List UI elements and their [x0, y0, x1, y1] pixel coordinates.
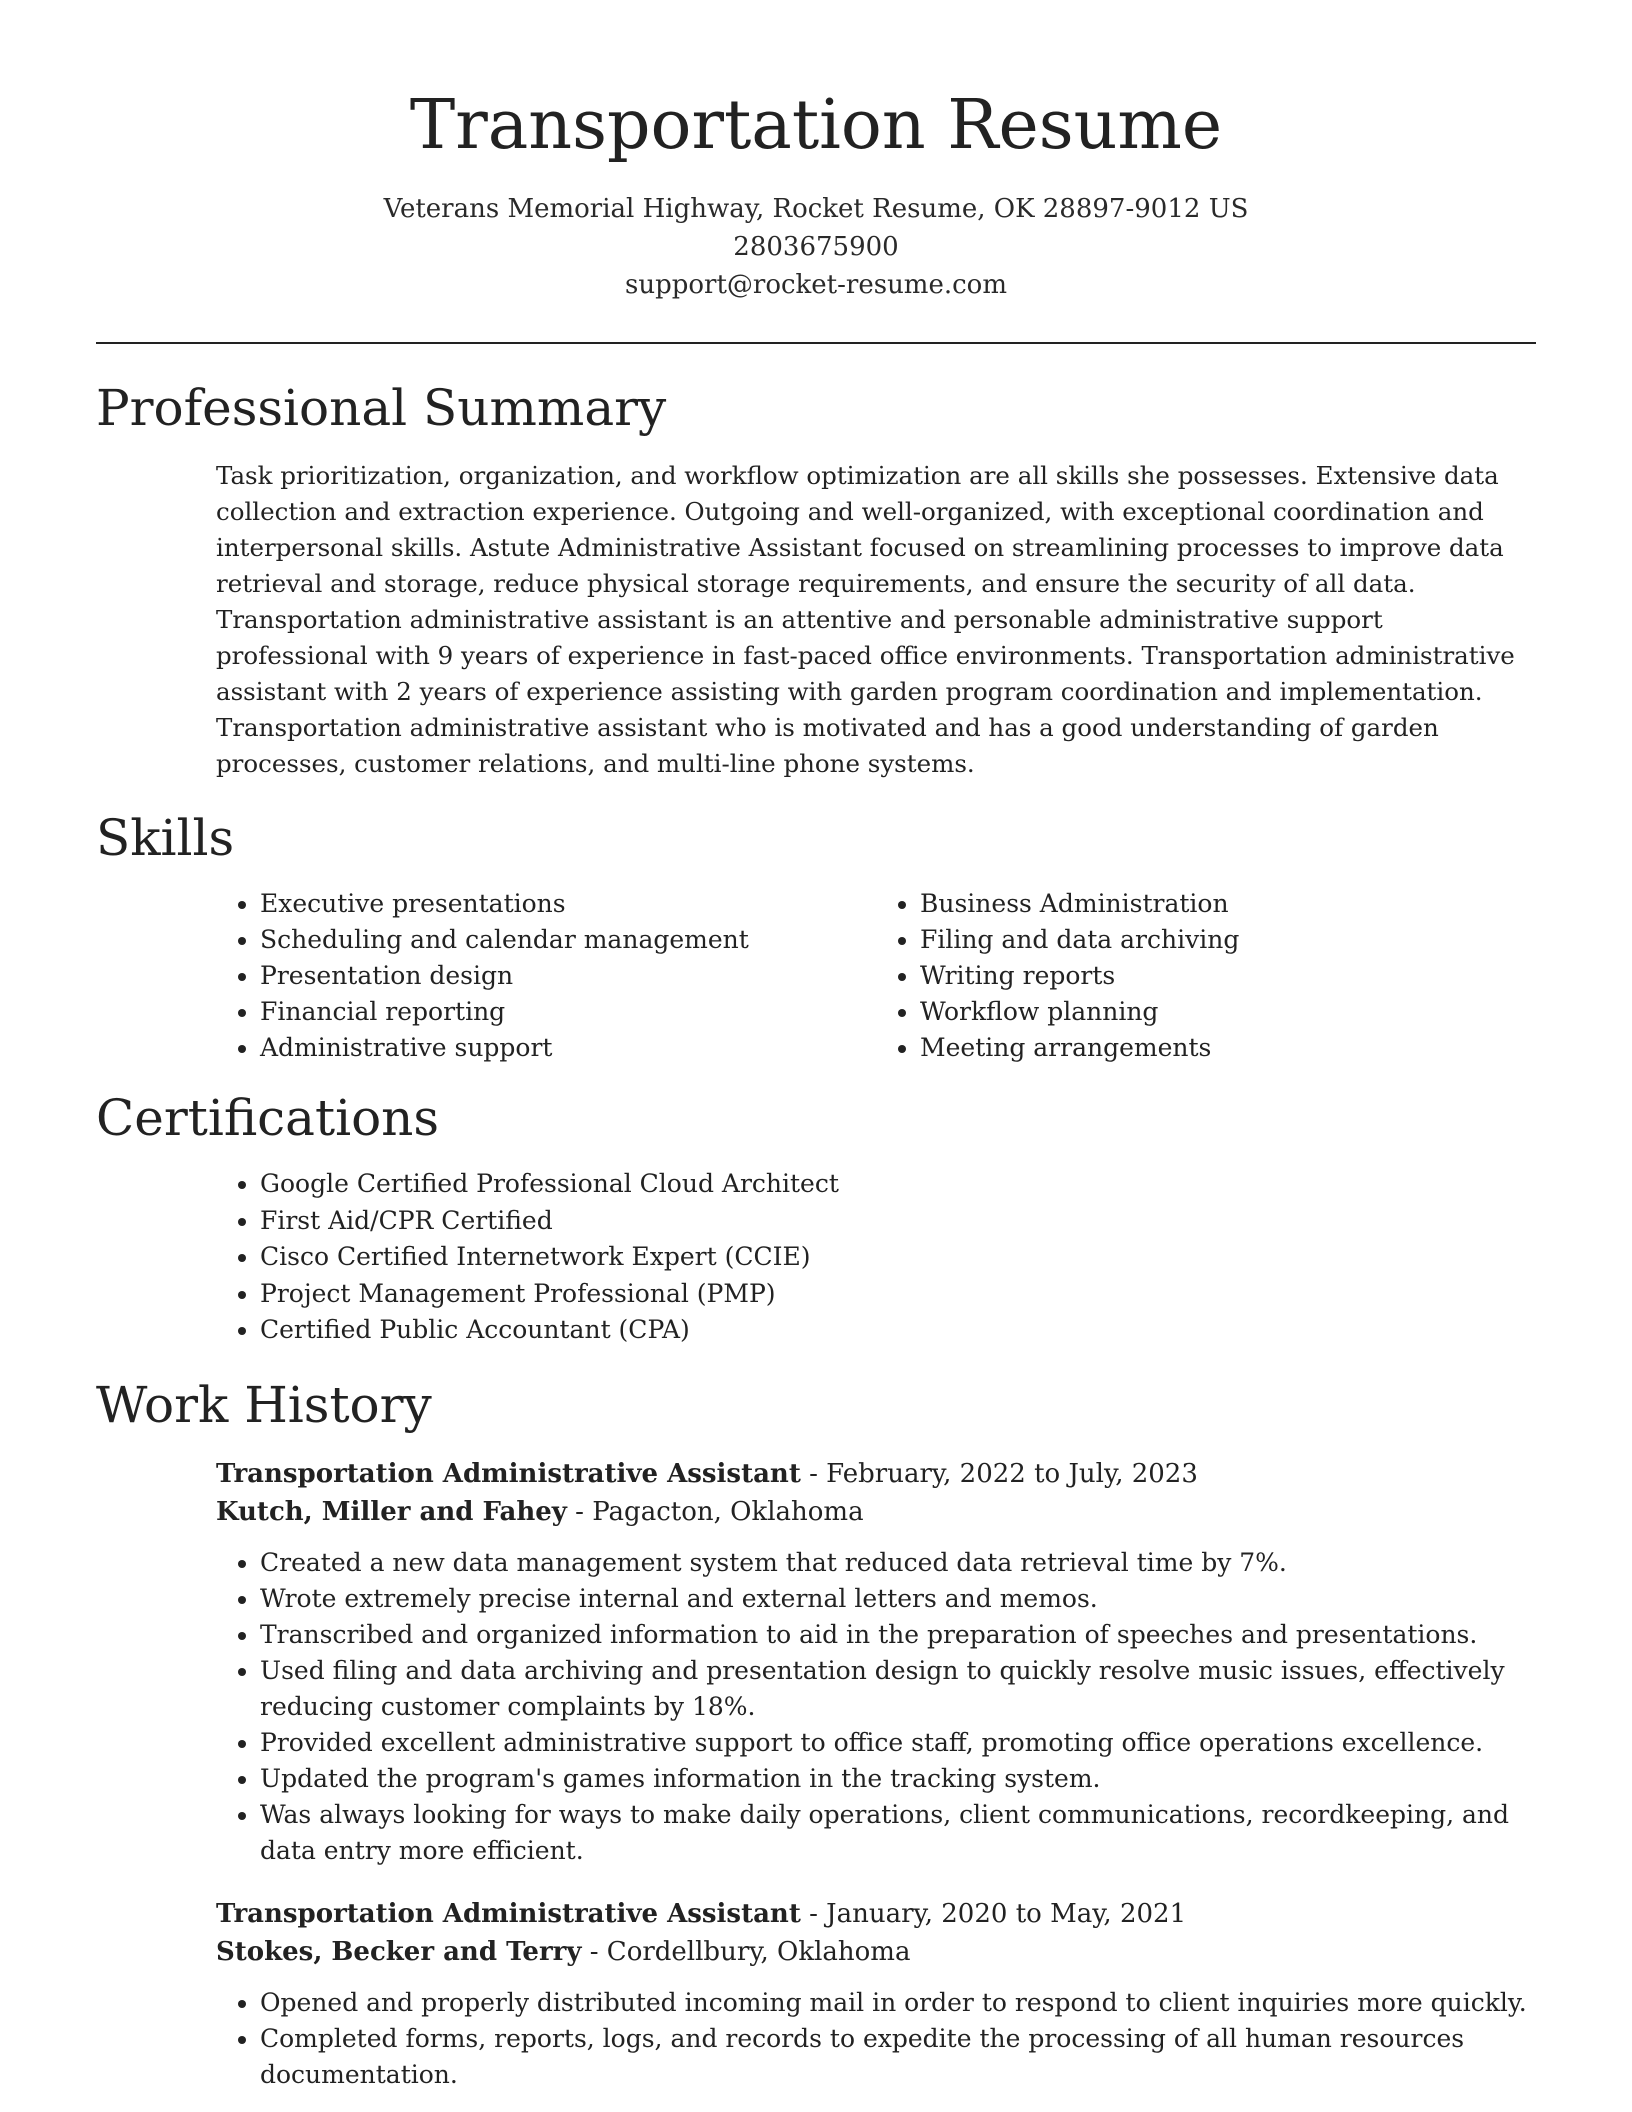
job-entry: [216, 1895, 1536, 2093]
skills-column-left: [216, 886, 876, 1066]
work-history-heading: Work History: [96, 1375, 432, 1434]
skill-item: • Business Administration: [920, 886, 1536, 922]
job-entry: [216, 1455, 1536, 1869]
job-bullets: [216, 1985, 1536, 2093]
job-bullet: • Created a new data management system that reduced data retrieval time by 7%.: [260, 1545, 1536, 1581]
skill-item: • Meeting arrangements: [920, 1030, 1536, 1066]
contact-email: support@rocket-resume.com: [624, 270, 1007, 300]
skill-item: • Writing reports: [920, 958, 1536, 994]
summary-text: Task prioritization, organization, and workflow optimization are all skills she possesses. Extensive data collection and extraction experience. Outgoing and well-organized, with exceptional coordination and interpersonal skills. Astute Administrative Assistant focused on streamlining processes to improve data retrieval and storage, reduce physical storage requirements, and ensure the security of all data. Transportation administrative assistant is an attentive and personable administrative support professional with 9 years of experience in fast-paced office environments. Transportation administrative assistant with 2 years of experience assisting with garden program coordination and implementation. Transportation administrative assistant who is motivated and has a good understanding of garden processes, customer relations, and multi-line phone systems.: [216, 461, 1515, 778]
job-title-line: [216, 1455, 1536, 1493]
skill-item: • Financial reporting: [260, 994, 876, 1030]
job-bullet: • Was always looking for ways to make daily operations, client communications, recordkeeping, and data entry more efficient.: [260, 1797, 1536, 1869]
skill-item: • Executive presentations: [260, 886, 876, 922]
job-company-line: [216, 1493, 1536, 1531]
skill-item: • Presentation design: [260, 958, 876, 994]
certifications-heading: Certifications: [96, 1089, 440, 1147]
job-position: Transportation Administrative Assistant: [216, 1458, 801, 1489]
job-bullet: • Completed forms, reports, logs, and records to expedite the processing of all human resources documentation.: [260, 2021, 1536, 2093]
job-bullet: • Updated the program's games information in the tracking system.: [260, 1761, 1536, 1797]
skills-column-right: [876, 886, 1536, 1066]
certification-item: • First Aid/CPR Certified: [260, 1203, 1536, 1240]
job-company-line: [216, 1933, 1536, 1971]
certification-item: • Google Certified Professional Cloud Architect: [260, 1166, 1536, 1203]
skill-item: • Administrative support: [260, 1030, 876, 1066]
skills-list: [216, 886, 1536, 1066]
certification-item: • Cisco Certified Internetwork Expert (CCIE): [260, 1239, 1536, 1276]
job-bullet: • Used filing and data archiving and presentation design to quickly resolve music issues, effectively reducing customer complaints by 18%.: [260, 1653, 1536, 1725]
job-bullets: [216, 1545, 1536, 1869]
header-divider: [96, 342, 1536, 344]
skill-item: • Workflow planning: [920, 994, 1536, 1030]
job-bullet: • Opened and properly distributed incoming mail in order to respond to client inquiries more quickly.: [260, 1985, 1536, 2021]
job-dates: - January, 2020 to May, 2021: [800, 1898, 1187, 1929]
skills-heading: Skills: [96, 809, 235, 867]
job-bullet: • Provided excellent administrative support to office staff, promoting office operations excellence.: [260, 1725, 1536, 1761]
contact-address: Veterans Memorial Highway, Rocket Resume, OK 28897-9012 US: [383, 194, 1249, 224]
certifications-list: [216, 1166, 1536, 1349]
certification-item: • Project Management Professional (PMP): [260, 1276, 1536, 1313]
job-position: Transportation Administrative Assistant: [216, 1898, 801, 1929]
summary-heading: Professional Summary: [96, 379, 667, 437]
job-dates: - February, 2022 to July, 2023: [800, 1458, 1198, 1489]
job-company: Kutch, Miller and Fahey: [216, 1496, 567, 1527]
job-bullet: • Transcribed and organized information to aid in the preparation of speeches and presentations.: [260, 1617, 1536, 1653]
contact-phone: 2803675900: [733, 232, 899, 262]
job-title-line: [216, 1895, 1536, 1933]
job-location: - Cordellbury, Oklahoma: [581, 1936, 911, 1967]
resume-title: Transportation Resume: [409, 86, 1223, 165]
job-bullet: • Wrote extremely precise internal and external letters and memos.: [260, 1581, 1536, 1617]
certification-item: • Certified Public Accountant (CPA): [260, 1312, 1536, 1349]
job-location: - Pagacton, Oklahoma: [566, 1496, 864, 1527]
resume-header: [96, 0, 1536, 304]
job-company: Stokes, Becker and Terry: [216, 1936, 582, 1967]
skill-item: • Filing and data archiving: [920, 922, 1536, 958]
skill-item: • Scheduling and calendar management: [260, 922, 876, 958]
